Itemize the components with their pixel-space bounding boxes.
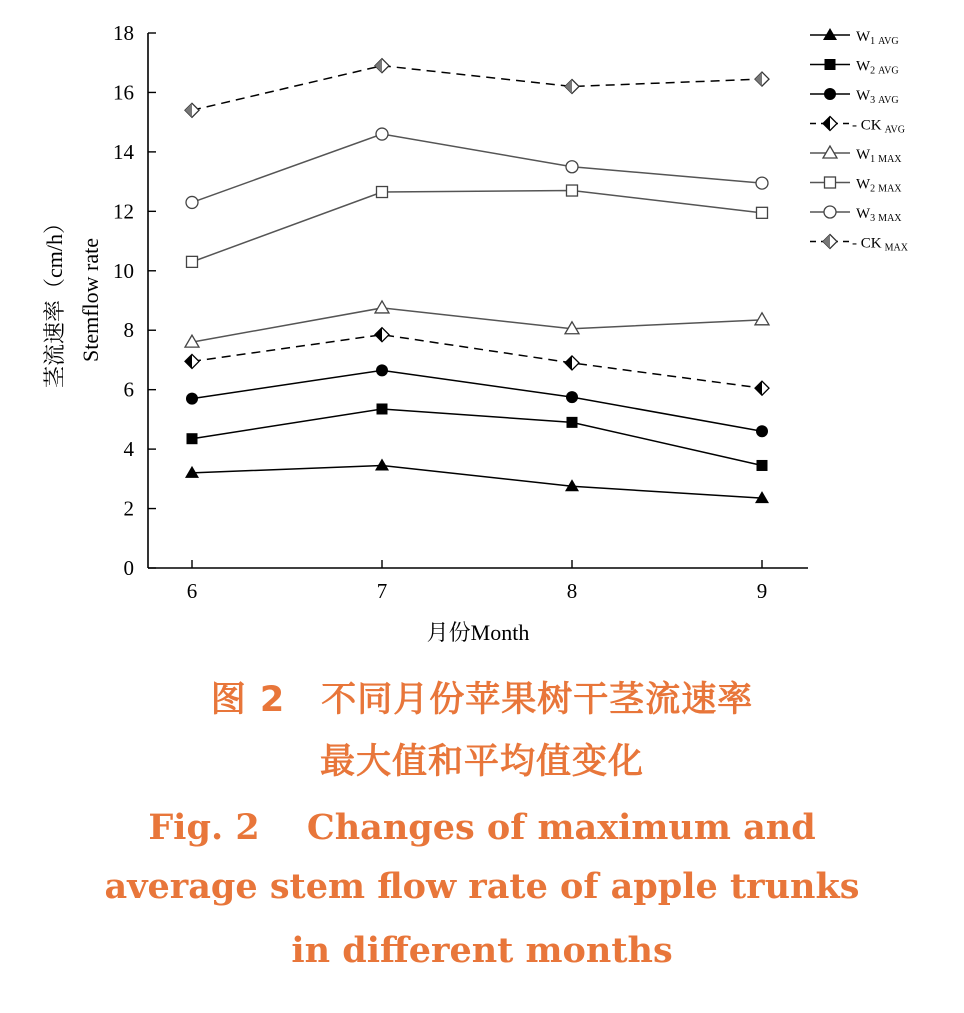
data-point — [756, 425, 768, 437]
legend-entry — [810, 235, 909, 254]
legend-marker — [825, 59, 836, 70]
data-point — [567, 185, 578, 196]
data-point — [377, 187, 388, 198]
data-point — [185, 466, 199, 478]
legend-marker — [823, 28, 837, 40]
legend-label: $W_2$ MAX — [856, 176, 902, 195]
series-ck-max — [185, 59, 769, 118]
legend-marker — [825, 177, 836, 188]
series-w3-max — [186, 128, 768, 208]
legend-entry — [810, 88, 899, 106]
series-line — [192, 308, 762, 342]
x-axis-title: 月份Month — [426, 620, 530, 645]
series-line — [192, 409, 762, 465]
data-point — [377, 403, 388, 414]
figure-caption-cn-line2: 最大值和平均值变化 — [319, 742, 644, 782]
chart-axes — [42, 21, 808, 645]
data-point — [565, 356, 579, 370]
data-point — [757, 460, 768, 471]
legend-entry — [810, 28, 899, 47]
data-point — [757, 207, 768, 218]
data-point — [375, 328, 389, 342]
y-axis-title-en: Stemflow rate — [78, 237, 103, 363]
data-point — [187, 256, 198, 267]
data-point — [375, 458, 389, 470]
legend-label: $W_1$ AVG — [856, 29, 899, 47]
figure-caption-cn-line1: 图 2 不同月份苹果树干茎流速率 — [210, 680, 754, 720]
figure-caption-en-line2: average stem flow rate of apple trunks — [104, 866, 860, 907]
legend-entry — [810, 177, 902, 195]
y-tick-label: 14 — [113, 139, 134, 164]
legend-label: $W_3$ MAX — [856, 206, 902, 224]
chart-legend — [810, 28, 909, 254]
data-point — [187, 433, 198, 444]
x-tick-label: 6 — [186, 579, 198, 603]
series-w2-max — [187, 185, 768, 267]
series-line — [192, 370, 762, 431]
data-point — [755, 313, 769, 325]
series-ck-avg — [185, 328, 769, 396]
data-point — [375, 301, 389, 313]
y-tick-label: 2 — [123, 496, 134, 521]
data-point — [185, 354, 199, 368]
data-point — [186, 196, 198, 208]
legend-label: $W_1$ MAX — [856, 147, 902, 165]
data-point — [185, 103, 199, 117]
series-line — [192, 335, 762, 389]
data-point — [566, 161, 578, 173]
data-point — [186, 393, 198, 405]
y-tick-label: 18 — [113, 21, 134, 45]
y-tick-label: 4 — [123, 437, 134, 462]
data-point — [565, 80, 579, 94]
legend-label: $W_3$ AVG — [856, 88, 899, 106]
series-line — [192, 465, 762, 498]
legend-entry — [810, 59, 899, 77]
data-point — [375, 59, 389, 73]
y-tick-label: 12 — [113, 199, 134, 224]
x-tick-label: 7 — [376, 579, 388, 603]
series-line — [192, 66, 762, 111]
data-point — [756, 177, 768, 189]
legend-entry — [810, 146, 902, 165]
y-tick-label: 8 — [123, 318, 134, 343]
data-point — [566, 391, 578, 403]
data-point — [376, 364, 388, 376]
legend-marker — [823, 146, 837, 158]
y-tick-label: 0 — [123, 556, 134, 580]
data-point — [376, 128, 388, 140]
series-w1-avg — [185, 458, 769, 503]
series-w2-avg — [187, 403, 768, 470]
x-tick-label: 9 — [756, 579, 768, 603]
legend-label: $W_2$ AVG — [856, 58, 899, 77]
x-tick-label: 8 — [566, 579, 578, 603]
legend-marker — [823, 235, 837, 249]
series-layer — [185, 59, 769, 503]
data-point — [567, 417, 578, 428]
legend-label: - CK $_{AVG}$ — [852, 117, 905, 136]
series-w1-max — [185, 301, 769, 347]
legend-entry — [810, 117, 905, 136]
y-tick-label: 10 — [113, 258, 134, 283]
legend-marker — [824, 88, 836, 100]
figure-caption-en-line1: Fig. 2 Changes of maximum and — [148, 807, 816, 848]
y-axis-title-cn: 茎流速率（cm/h） — [42, 212, 67, 388]
series-line — [192, 191, 762, 262]
legend-label: - CK $_{MAX}$ — [852, 235, 908, 254]
legend-entry — [810, 206, 902, 224]
y-tick-label: 6 — [123, 377, 134, 402]
data-point — [755, 381, 769, 395]
y-tick-label: 16 — [113, 80, 134, 105]
legend-marker — [824, 206, 836, 218]
data-point — [755, 72, 769, 86]
legend-marker — [823, 117, 837, 131]
series-line — [192, 134, 762, 202]
figure-caption-en-line3: in different months — [291, 930, 673, 971]
